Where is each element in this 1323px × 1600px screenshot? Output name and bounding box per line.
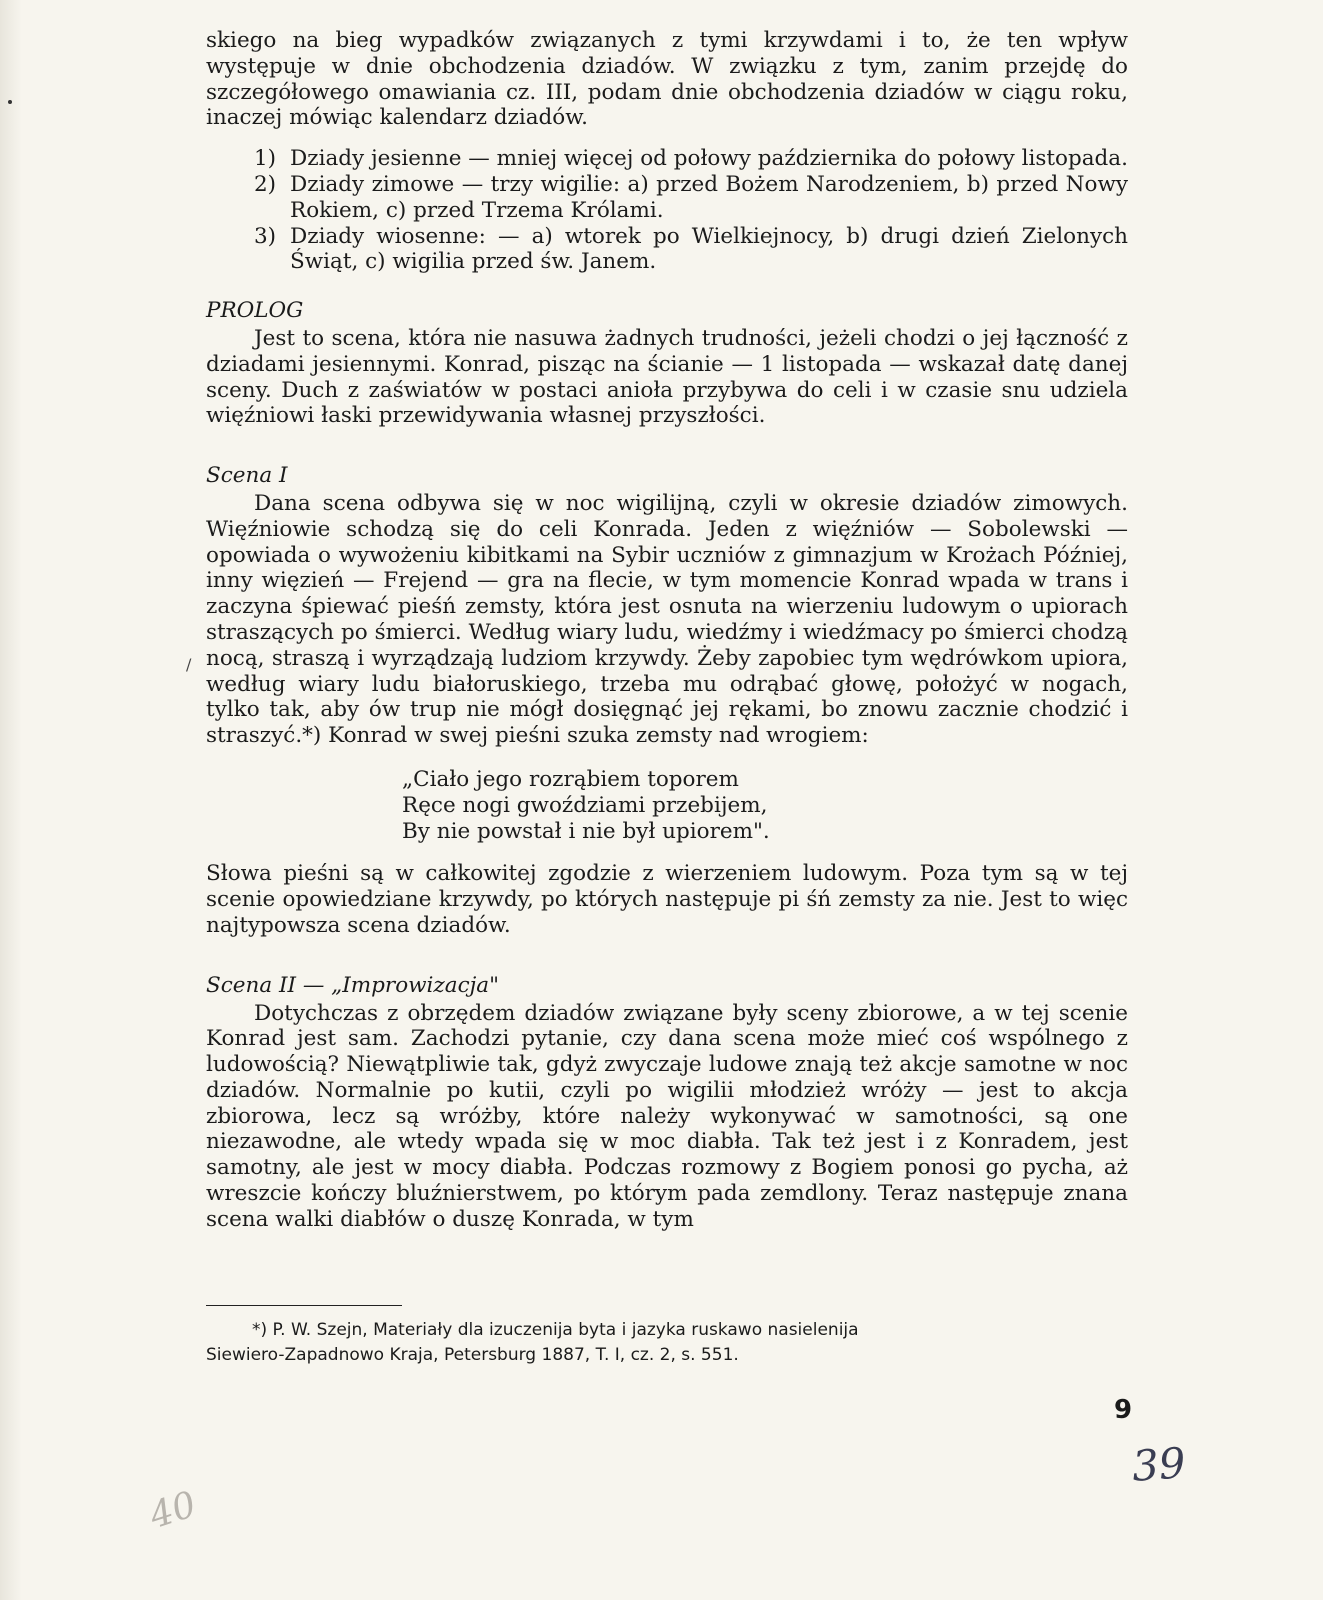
footnote-divider bbox=[206, 1305, 402, 1306]
poem-line: Ręce nogi gwoździami przebijem, bbox=[402, 792, 768, 818]
footnote bbox=[206, 1318, 1128, 1368]
handwritten-page-number: 39 bbox=[1130, 1438, 1188, 1491]
list-number: 1) bbox=[254, 146, 277, 172]
footnote-line: *) P. W. Szejn, Materiały dla izuczenija byta i jazyka ruskawo nasielenija bbox=[252, 1320, 859, 1340]
page-body bbox=[206, 28, 1128, 1233]
list-number: 3) bbox=[254, 223, 277, 249]
faint-handwritten-number: 40 bbox=[144, 1483, 202, 1538]
list-item bbox=[206, 224, 1128, 276]
scena-1-heading: Scena I bbox=[206, 463, 288, 489]
list-item bbox=[206, 146, 1128, 172]
prolog-paragraph: Jest to scena, która nie nasuwa żadnych trudności, jeżeli chodzi o jej łączność z dziadami jesiennymi. Konrad, pisząc na ścianie — 1 listopada — wskazał datę danej sceny. Duch z zaświatów w postaci anioła przybywa do celi i w czasie snu udziela więźniowi łaski przewidywania własnej przyszłości. bbox=[206, 325, 1128, 429]
list-text: Dziady zimowe — trzy wigilie: a) przed Bożem Narodzeniem, b) przed Nowy Rokiem, c) przed Trzema Królami. bbox=[290, 171, 1128, 223]
intro-paragraph: skiego na bieg wypadków związanych z tymi krzywdami i to, że ten wpływ występuje w dnie obchodzenia dziadów. W związku z tym, zanim przejdę do szczegółowego omawiania cz. III, podam dnie obchodzenia dziadów w ciągu roku, inaczej mówiąc kalendarz dziadów. bbox=[206, 28, 1128, 131]
poem-line: „Ciało jego rozrąbiem toporem bbox=[402, 766, 739, 792]
page-edge-shadow bbox=[0, 0, 22, 1600]
list-text: Dziady jesienne — mniej więcej od połowy października do połowy listopada. bbox=[290, 146, 1128, 172]
calendar-list bbox=[206, 146, 1128, 275]
list-text: Dziady wiosenne: — a) wtorek po Wielkiejnocy, b) drugi dzień Zielonych Świąt, c) wigilia przed św. Janem. bbox=[290, 223, 1128, 275]
poem-quote bbox=[402, 767, 1128, 844]
poem-line: By nie powstał i nie był upiorem". bbox=[402, 818, 770, 844]
scena-2-heading: Scena II — „Improwizacja" bbox=[206, 972, 499, 998]
ink-dot bbox=[8, 100, 12, 104]
scena-2-paragraph: Dotychczas z obrzędem dziadów związane były sceny zbiorowe, a w tej scenie Konrad jest sam. Zachodzi pytanie, czy dana scena może mieć coś wspólnego z ludowością? Niewątpliwie tak, gdyż zwyczaje ludowe znają też akcje samotne w noc dziadów. Normalnie po kutii, czyli po wigilii młodzież wróży — jest to akcja zbiorowa, lecz są wróżby, które należy wykonywać w samotności, są one niezawodne, ale wtedy wpada się w moc diabła. Tak też jest i z Konradem, jest samotny, ale jest w mocy diabła. Podczas rozmowy z Bogiem ponosi go pycha, aż wreszcie kończy bluźnierstwem, po którym pada zemdlony. Teraz następuje znana scena walki diabłów o duszę Konrada, w tym bbox=[206, 1000, 1128, 1232]
prolog-heading: PROLOG bbox=[206, 298, 304, 324]
footnote-line: Siewiero-Zapadnowo Kraja, Petersburg 1887, T. I, cz. 2, s. 551. bbox=[206, 1345, 739, 1365]
scena-1-paragraph: Dana scena odbywa się w noc wigilijną, czyli w okresie dziadów zimowych. Więźniowie schodzą się do celi Konrada. Jeden z więźniów — Sobolewski — opowiada o wywożeniu kibitkami na Sybir uczniów z gimnazjum w Krożach Później, inny więzień — Frejend — gra na flecie, w tym momencie Konrad wpada w trans i zaczyna śpiewać pieśń zemsty, która jest osnuta na wierzeniu ludowym o upiorach straszących po śmierci. Według wiary ludu, wiedźmy i wiedźmacy po śmierci chodzą nocą, straszą i wyrządzają ludziom krzywdy. Żeby zapobiec tym wędrówkom upiora, według wiary ludu białoruskiego, trzeba mu odrąbać głowę, położyć w nogach, tylko tak, aby ów trup nie mógł dosięgnąć jej rękami, bo znowu zacznie chodzić i straszyć.*) Konrad w swej pieśni szuka zemsty nad wrogiem: bbox=[206, 490, 1128, 749]
list-number: 2) bbox=[254, 171, 277, 197]
page-number: 9 bbox=[1114, 1395, 1133, 1425]
scena-1-conclusion: Słowa pieśni są w całkowitej zgodzie z wierzeniem ludowym. Poza tym są w tej scenie opowiedziane krzywdy, po których następuje pi śń zemsty za nie. Jest to więc najtypowsza scena dziadów. bbox=[206, 861, 1128, 938]
list-item bbox=[206, 172, 1128, 224]
margin-tick: / bbox=[186, 655, 192, 674]
